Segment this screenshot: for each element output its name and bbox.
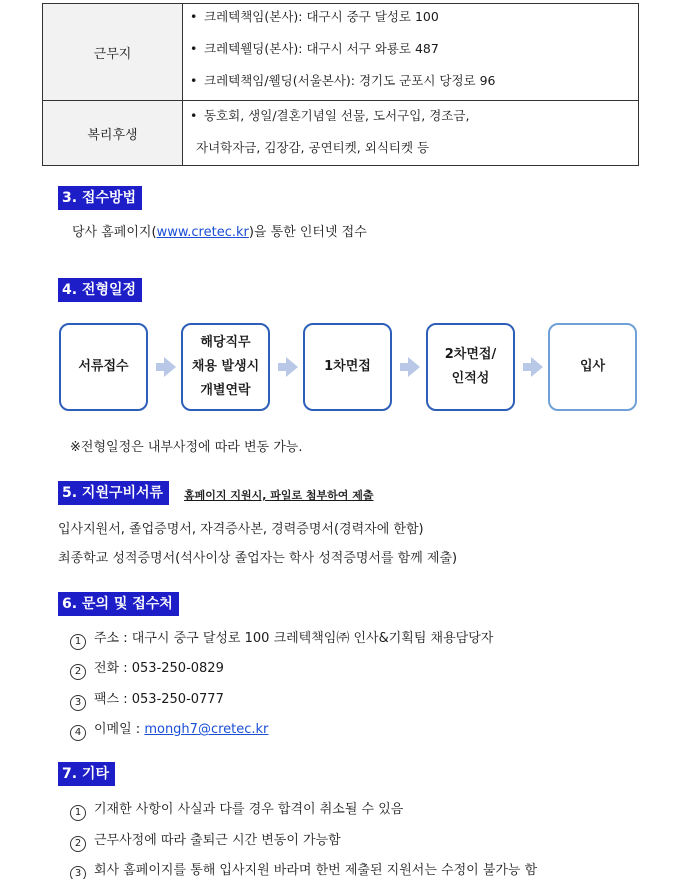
flow-step-contact: 해당직무 채용 발생시 개별연락 <box>181 323 270 411</box>
homepage-link[interactable]: www.cretec.kr <box>156 225 249 240</box>
application-method-text: 당사 홈페이지(www.cretec.kr)을 통한 인터넷 접수 <box>72 225 367 240</box>
circled-number-icon: 1 <box>70 805 86 821</box>
contact-address: 1 주소 : 대구시 중구 달성로 100 크레텍책임㈜ 인사&기획팀 채용담당자 <box>70 627 493 650</box>
misc-item: 3 회사 홈페이지를 통해 입사지원 바라며 한번 제출된 지원서는 수정이 불가능 함 <box>70 859 537 879</box>
contact-fax: 3 팩스 : 053-250-0777 <box>70 688 224 711</box>
work-location-label: 근무지 <box>43 4 183 100</box>
work-item: • 크레텍웰딩(본사): 대구시 서구 와룡로 487 <box>190 41 439 56</box>
work-item: • 크레텍책임(본사): 대구시 중구 달성로 100 <box>190 9 439 24</box>
flow-step-document: 서류접수 <box>59 323 148 411</box>
required-docs-line-1: 입사지원서, 졸업증명서, 자격증사본, 경력증명서(경력자에 한함) <box>58 522 424 537</box>
section-7-title: 7. 기타 <box>58 762 115 786</box>
section-4-title: 4. 전형일정 <box>58 278 142 302</box>
circled-number-icon: 3 <box>70 866 86 879</box>
bullet-icon: • <box>190 41 198 56</box>
misc-item: 2 근무사정에 따라 출퇴근 시간 변동이 가능함 <box>70 829 341 852</box>
welfare-line-2: 자녀학자금, 김장감, 공연티켓, 외식티켓 등 <box>196 140 430 155</box>
bullet-icon: • <box>190 9 198 24</box>
misc-item: 1 기재한 사항이 사실과 다를 경우 합격이 취소될 수 있음 <box>70 798 403 821</box>
circled-number-icon: 2 <box>70 836 86 852</box>
work-item: • 크레텍책임/웰딩(서울본사): 경기도 군포시 당정로 96 <box>190 73 496 88</box>
welfare-line-1: • 동호회, 생일/결혼기념일 선물, 도서구입, 경조금, <box>190 108 470 123</box>
flow-step-join: 입사 <box>548 323 637 411</box>
section-3-title: 3. 접수방법 <box>58 186 142 210</box>
attachment-note: 홈페이지 지원시, 파일로 첨부하여 제출 <box>184 489 374 502</box>
section-6-title: 6. 문의 및 접수처 <box>58 592 179 616</box>
circled-number-icon: 3 <box>70 695 86 711</box>
circled-number-icon: 2 <box>70 664 86 680</box>
circled-number-icon: 1 <box>70 634 86 650</box>
flow-step-first-interview: 1차면접 <box>303 323 392 411</box>
bullet-icon: • <box>190 108 198 123</box>
bullet-icon: • <box>190 73 198 88</box>
section-5-title: 5. 지원구비서류 <box>58 481 169 505</box>
email-link[interactable]: mongh7@cretec.kr <box>144 722 269 737</box>
contact-phone: 2 전화 : 053-250-0829 <box>70 657 224 680</box>
required-docs-line-2: 최종학교 성적증명서(석사이상 졸업자는 학사 성적증명서를 함께 제출) <box>58 551 458 566</box>
welfare-label: 복리후생 <box>43 101 183 165</box>
contact-email: 4 이메일 : mongh7@cretec.kr <box>70 718 268 741</box>
circled-number-icon: 4 <box>70 725 86 741</box>
schedule-note: ※전형일정은 내부사정에 따라 변동 가능. <box>70 440 303 455</box>
flow-step-second-interview: 2차면접/ 인적성 <box>426 323 515 411</box>
